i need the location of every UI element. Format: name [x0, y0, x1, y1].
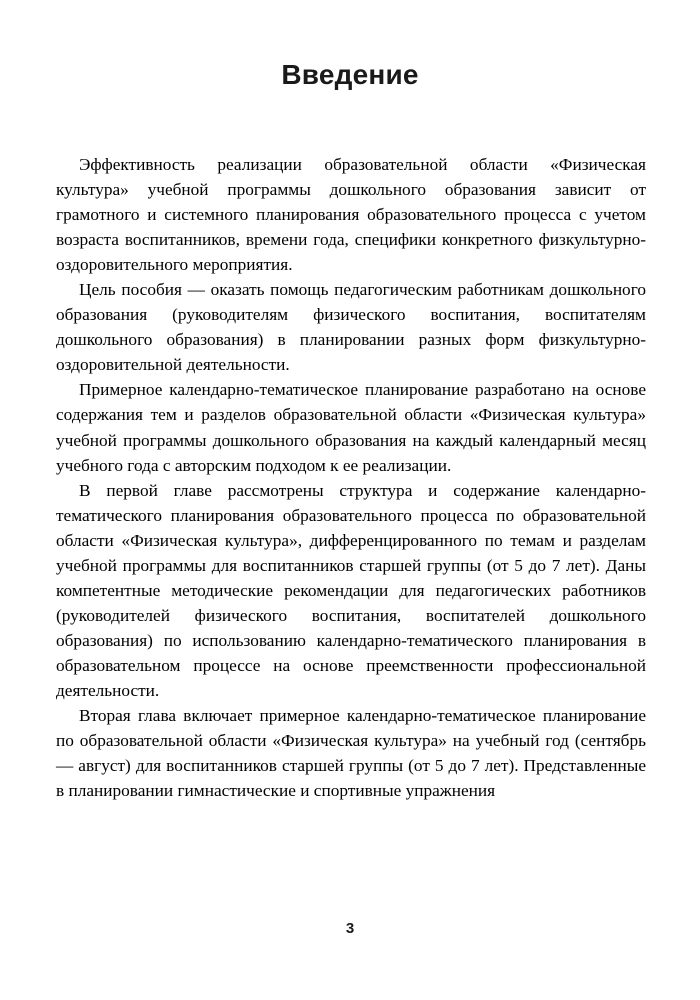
paragraph: Примерное календарно-тематическое планирование разработано на основе содержания тем и разделов образовательной области «Физическая культура» учебной программы дошкольного образования на каждый календарный месяц учебного года с авторским подходом к ее реализации. [56, 380, 646, 475]
paragraph: Эффективность реализации образовательной области «Физическая культура» учебной программы дошкольного образования зависит от грамотного и системного планирования образовательного процесса с учетом возраста воспитанников, времени года, специфики конкретного физкультурно-оздоровительного мероприятия. [56, 155, 646, 275]
paragraph: В первой главе рассмотрены структура и содержание календарно-тематического планирования образовательного процесса по образовательной области «Физическая культура», дифференцированного по темам и разделам учебной программы для воспитанников старшей группы (от 5 до 7 лет). Даны компетентные методические рекомендации для педагогических работников (руководителей физического воспитания, воспитателей дошкольного образования) по использованию календарно-тематического планирования в образовательном процессе на основе преемственности профессиональной деятельности. [56, 480, 646, 700]
paragraph: Вторая глава включает примерное календарно-тематическое планирование по образовательной области «Физическая культура» на учебный год (сентябрь — август) для воспитанников старшей группы (от 5 до 7 лет). Представленные в планировании гимнастические и спортивные упражнения [56, 706, 646, 801]
paragraph: Цель пособия — оказать помощь педагогическим работникам дошкольного образования (руководителям физического воспитания, воспитателям дошкольного образования) в планировании разных форм физкультурно-оздоровительной деятельности. [56, 280, 646, 375]
body-text-block [56, 152, 646, 803]
page-number: 3 [345, 920, 355, 937]
page-title: Введение [281, 59, 419, 90]
